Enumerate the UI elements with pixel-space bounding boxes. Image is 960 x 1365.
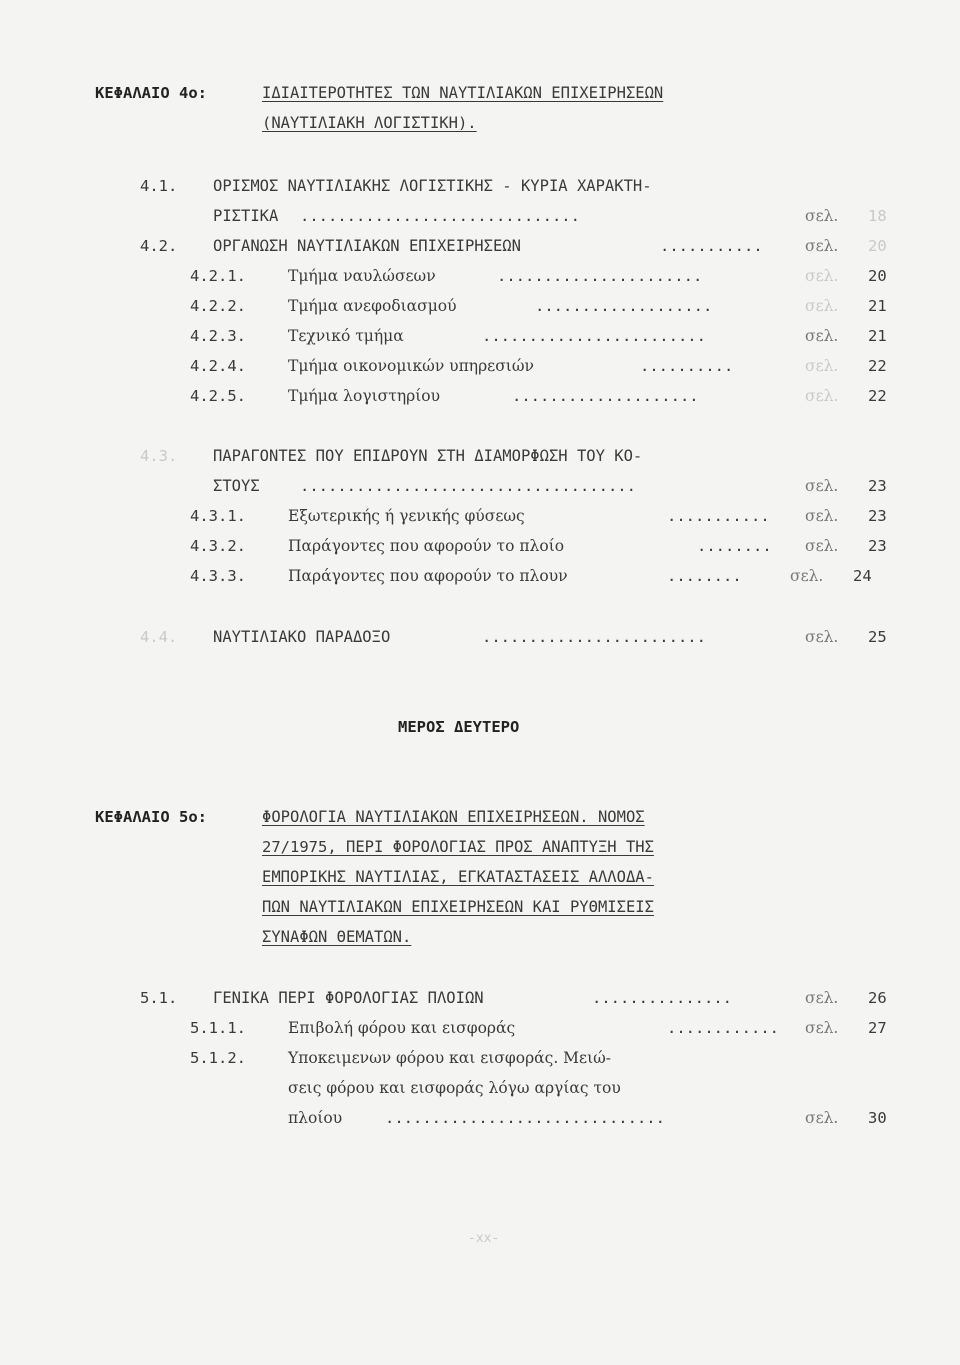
toc-page-4-3-1: 23: [868, 507, 887, 525]
toc-num-4-2-2: 4.2.2.: [190, 297, 246, 315]
toc-sel-4-2-3: σελ.: [805, 327, 839, 345]
toc-text-5-1-2-cont-2: πλοίου: [288, 1109, 343, 1127]
toc-text-5-1-2: Υποκειμενων φόρου και εισφοράς. Μειώ-: [288, 1049, 612, 1067]
toc-num-4-2-3: 4.2.3.: [190, 327, 246, 345]
toc-sel-4-3: σελ.: [805, 477, 839, 495]
toc-text-5-1-1: Επιβολή φόρου και εισφοράς: [288, 1019, 516, 1037]
toc-page-4-3: 23: [868, 477, 887, 495]
toc-text-4-2-5: Τμήμα λογιστηρίου: [288, 387, 441, 405]
toc-page-4-2-5: 22: [868, 387, 887, 405]
toc-page-4-2-3: 21: [868, 327, 887, 345]
toc-num-4-2: 4.2.: [140, 237, 178, 255]
toc-text-4-2: ΟΡΓΑΝΩΣΗ ΝΑΥΤΙΛΙΑΚΩΝ ΕΠΙΧΕΙΡΗΣΕΩΝ: [213, 237, 521, 255]
toc-num-5-1-2: 5.1.2.: [190, 1049, 246, 1067]
toc-dots-5-1-1: ............: [667, 1019, 779, 1037]
chapter-4-label: ΚΕΦΑΛΑΙΟ 4ο:: [95, 84, 207, 102]
toc-page-5-1: 26: [868, 989, 887, 1007]
toc-dots-4-3: ....................................: [300, 477, 636, 495]
toc-sel-4-3-2: σελ.: [805, 537, 839, 555]
toc-dots-4-2-5: ....................: [512, 387, 699, 405]
toc-text-4-3-1: Εξωτερικής ή γενικής φύσεως: [288, 507, 525, 525]
toc-text-4-2-1: Τμήμα ναυλώσεων: [288, 267, 436, 285]
toc-page-5-1-1: 27: [868, 1019, 887, 1037]
part-heading: ΜΕΡΟΣ ΔΕΥΤΕΡΟ: [398, 718, 520, 736]
toc-dots-4-4: ........................: [482, 628, 706, 646]
toc-dots-4-2-1: ......................: [497, 267, 703, 285]
toc-num-4-2-5: 4.2.5.: [190, 387, 246, 405]
chapter-5-label: ΚΕΦΑΛΑΙΟ 5ο:: [95, 808, 207, 826]
toc-sel-4-1: σελ.: [805, 207, 839, 225]
toc-dots-4-3-3: ........: [667, 567, 742, 585]
chapter-4-title-line-2: (ΝΑΥΤΙΛΙΑΚΗ ΛΟΓΙΣΤΙΚΗ).: [262, 114, 477, 132]
toc-text-4-1: ΟΡΙΣΜΟΣ ΝΑΥΤΙΛΙΑΚΗΣ ΛΟΓΙΣΤΙΚΗΣ - ΚΥΡΙΑ ΧΑΡΑΚΤΗ-: [213, 177, 652, 195]
chapter-5-title-line-2: 27/1975, ΠΕΡΙ ΦΟΡΟΛΟΓΙΑΣ ΠΡΟΣ ΑΝΑΠΤΥΞΗ ΤΗΣ: [262, 838, 654, 856]
toc-page-5-1-2: 30: [868, 1109, 887, 1127]
toc-sel-4-4: σελ.: [805, 628, 839, 646]
toc-sel-4-3-1: σελ.: [805, 507, 839, 525]
toc-num-5-1-1: 5.1.1.: [190, 1019, 246, 1037]
chapter-4-title-line-1: ΙΔΙΑΙΤΕΡΟΤΗΤΕΣ ΤΩΝ ΝΑΥΤΙΛΙΑΚΩΝ ΕΠΙΧΕΙΡΗΣΕΩΝ: [262, 84, 664, 102]
toc-page-4-4: 25: [868, 628, 887, 646]
toc-num-4-1: 4.1.: [140, 177, 178, 195]
toc-num-4-3-3: 4.3.3.: [190, 567, 246, 585]
page-number-mark: -xx-: [468, 1231, 500, 1246]
chapter-5-title-line-4: ΠΩΝ ΝΑΥΤΙΛΙΑΚΩΝ ΕΠΙΧΕΙΡΗΣΕΩΝ ΚΑΙ ΡΥΘΜΙΣΕΙΣ: [262, 898, 654, 916]
chapter-5-title-line-1: ΦΟΡΟΛΟΓΙΑ ΝΑΥΤΙΛΙΑΚΩΝ ΕΠΙΧΕΙΡΗΣΕΩΝ. ΝΟΜΟΣ: [262, 808, 645, 826]
toc-sel-4-2: σελ.: [805, 237, 839, 255]
toc-text-4-3-2: Παράγοντες που αφορούν το πλοίο: [288, 537, 565, 555]
toc-sel-4-2-4: σελ.: [805, 357, 839, 375]
toc-dots-4-2: ...........: [660, 237, 763, 255]
toc-sel-5-1: σελ.: [805, 989, 839, 1007]
toc-num-4-3: 4.3.: [140, 447, 178, 465]
toc-text-4-3: ΠΑΡΑΓΟΝΤΕΣ ΠΟΥ ΕΠΙΔΡΟΥΝ ΣΤΗ ΔΙΑΜΟΡΦΩΣΗ ΤΟΥ ΚΟ-: [213, 447, 643, 465]
toc-page-4-3-3: 24: [853, 567, 872, 585]
toc-num-4-2-4: 4.2.4.: [190, 357, 246, 375]
toc-dots-4-2-2: ...................: [535, 297, 713, 315]
toc-text-4-2-3: Τεχνικό τμήμα: [288, 327, 404, 345]
toc-num-4-2-1: 4.2.1.: [190, 267, 246, 285]
toc-sel-4-2-5: σελ.: [805, 387, 839, 405]
toc-num-4-4: 4.4.: [140, 628, 178, 646]
toc-text-4-1-cont: ΡΙΣΤΙΚΑ: [213, 207, 279, 225]
toc-sel-4-2-2: σελ.: [805, 297, 839, 315]
toc-num-4-3-2: 4.3.2.: [190, 537, 246, 555]
toc-dots-5-1: ...............: [592, 989, 732, 1007]
toc-num-5-1: 5.1.: [140, 989, 178, 1007]
toc-dots-4-2-3: ........................: [482, 327, 706, 345]
toc-page-4-2-4: 22: [868, 357, 887, 375]
toc-text-4-3-3: Παράγοντες που αφορούν το πλουν: [288, 567, 568, 585]
toc-sel-5-1-2: σελ.: [805, 1109, 839, 1127]
toc-dots-4-1: ..............................: [300, 207, 580, 225]
toc-text-5-1-2-cont-1: σεις φόρου και εισφοράς λόγω αργίας του: [288, 1079, 621, 1097]
toc-num-4-3-1: 4.3.1.: [190, 507, 246, 525]
toc-dots-4-3-2: ........: [697, 537, 772, 555]
toc-text-4-2-2: Τμήμα ανεφοδιασμού: [288, 297, 457, 315]
toc-page-4-1: 18: [868, 207, 887, 225]
toc-page-4-2-2: 21: [868, 297, 887, 315]
toc-dots-4-3-1: ...........: [667, 507, 770, 525]
toc-sel-4-3-3: σελ.: [790, 567, 824, 585]
toc-page-4-2-1: 20: [868, 267, 887, 285]
chapter-5-title-line-3: ΕΜΠΟΡΙΚΗΣ ΝΑΥΤΙΛΙΑΣ, ΕΓΚΑΤΑΣΤΑΣΕΙΣ ΑΛΛΟΔΑ-: [262, 868, 654, 886]
toc-page-4-2: 20: [868, 237, 887, 255]
toc-dots-5-1-2: ..............................: [385, 1109, 665, 1127]
toc-text-5-1: ΓΕΝΙΚΑ ΠΕΡΙ ΦΟΡΟΛΟΓΙΑΣ ΠΛΟΙΩΝ: [213, 989, 484, 1007]
toc-dots-4-2-4: ..........: [640, 357, 734, 375]
toc-sel-5-1-1: σελ.: [805, 1019, 839, 1037]
toc-sel-4-2-1: σελ.: [805, 267, 839, 285]
chapter-5-title-line-5: ΣΥΝΑΦΩΝ ΘΕΜΑΤΩΝ.: [262, 928, 412, 946]
toc-text-4-3-cont: ΣΤΟΥΣ: [213, 477, 260, 495]
toc-page-4-3-2: 23: [868, 537, 887, 555]
toc-text-4-2-4: Τμήμα οικονομικών υπηρεσιών: [288, 357, 534, 375]
toc-text-4-4: ΝΑΥΤΙΛΙΑΚΟ ΠΑΡΑΔΟΞΟ: [213, 628, 391, 646]
